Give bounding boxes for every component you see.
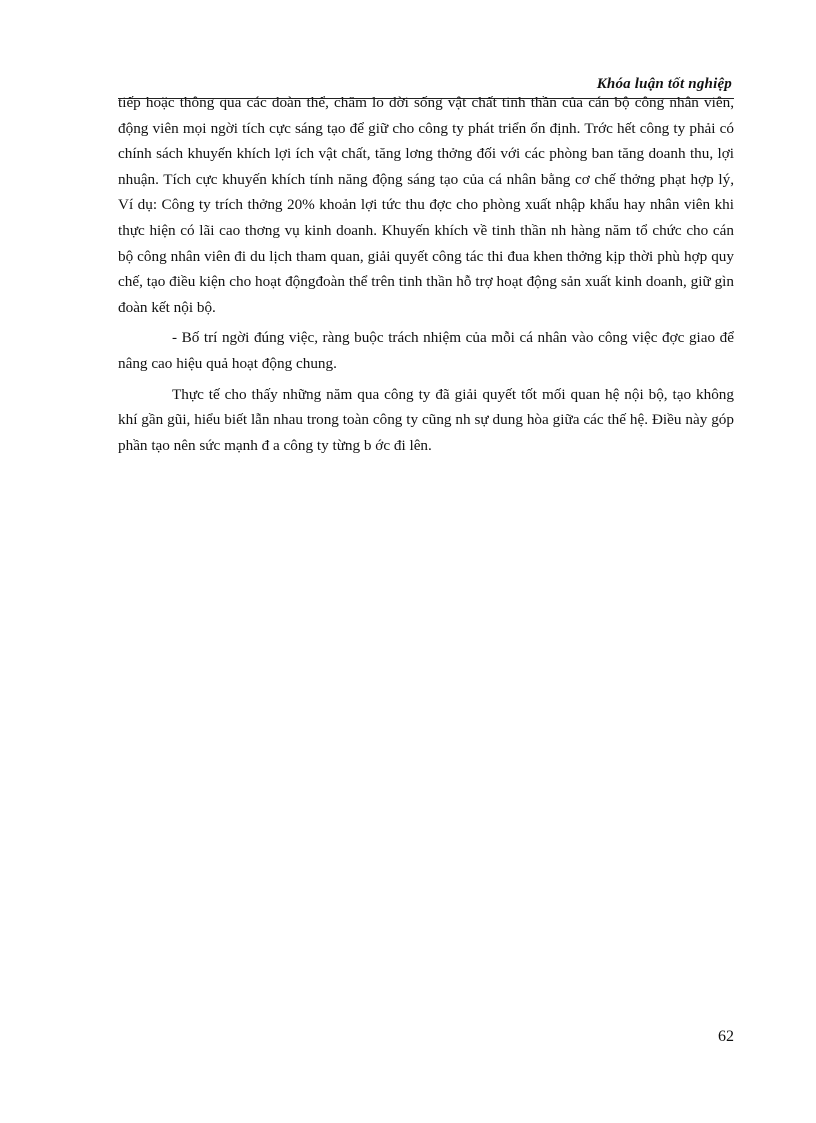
paragraph-3: Thực tế cho thấy những năm qua công ty đã giải quyết tốt mối quan hệ nội bộ, tạo không khí gần gũi, hiểu biết lẫn nhau trong toàn công ty cũng nh sự dung hòa giữa các thế hệ. Điều này góp phần tạo nên sức mạnh đ a công ty từng b ớc đi lên. <box>118 385 734 454</box>
header-rule <box>118 98 734 99</box>
paragraph-2: - Bố trí ngời đúng việc, ràng buộc trách nhiệm của mỗi cá nhân vào công việc đợc giao để nâng cao hiệu quả hoạt động chung. <box>118 329 734 372</box>
body-text <box>118 90 734 458</box>
header-title: Khóa luận tốt nghiệp <box>596 76 732 92</box>
page-number: 62 <box>718 1028 734 1045</box>
paragraph-1: tiếp hoặc thông qua các đoàn thể, chăm lo đời sống vật chất tinh thần của cán bộ công nhân viên, động viên mọi ngời tích cực sáng tạo để giữ cho công ty phát triển ổn định. Trớc hết công ty phải có chính sách khuyến khích lợi ích vật chất, tăng lơng thởng đối với các phòng ban tăng doanh thu, lợi nhuận. Tích cực khuyến khích tính năng động sáng tạo của cá nhân bằng cơ chế thởng phạt hợp lý, Ví dụ: Công ty trích thởng 20% khoản lợi tức thu đợc cho phòng xuất nhập khẩu hay nhân viên khi thực hiện có lãi cao thơng vụ kinh doanh. Khuyến khích về tinh thần nh hàng năm tổ chức cho cán bộ công nhân viên đi du lịch tham quan, giải quyết công tác thi đua khen thởng kịp thời phù hợp quy chế, tạo điều kiện cho hoạt độngđoàn thể trên tinh thần hỗ trợ hoạt động sản xuất kinh doanh, giữ gìn đoàn kết nội bộ. <box>118 94 734 316</box>
